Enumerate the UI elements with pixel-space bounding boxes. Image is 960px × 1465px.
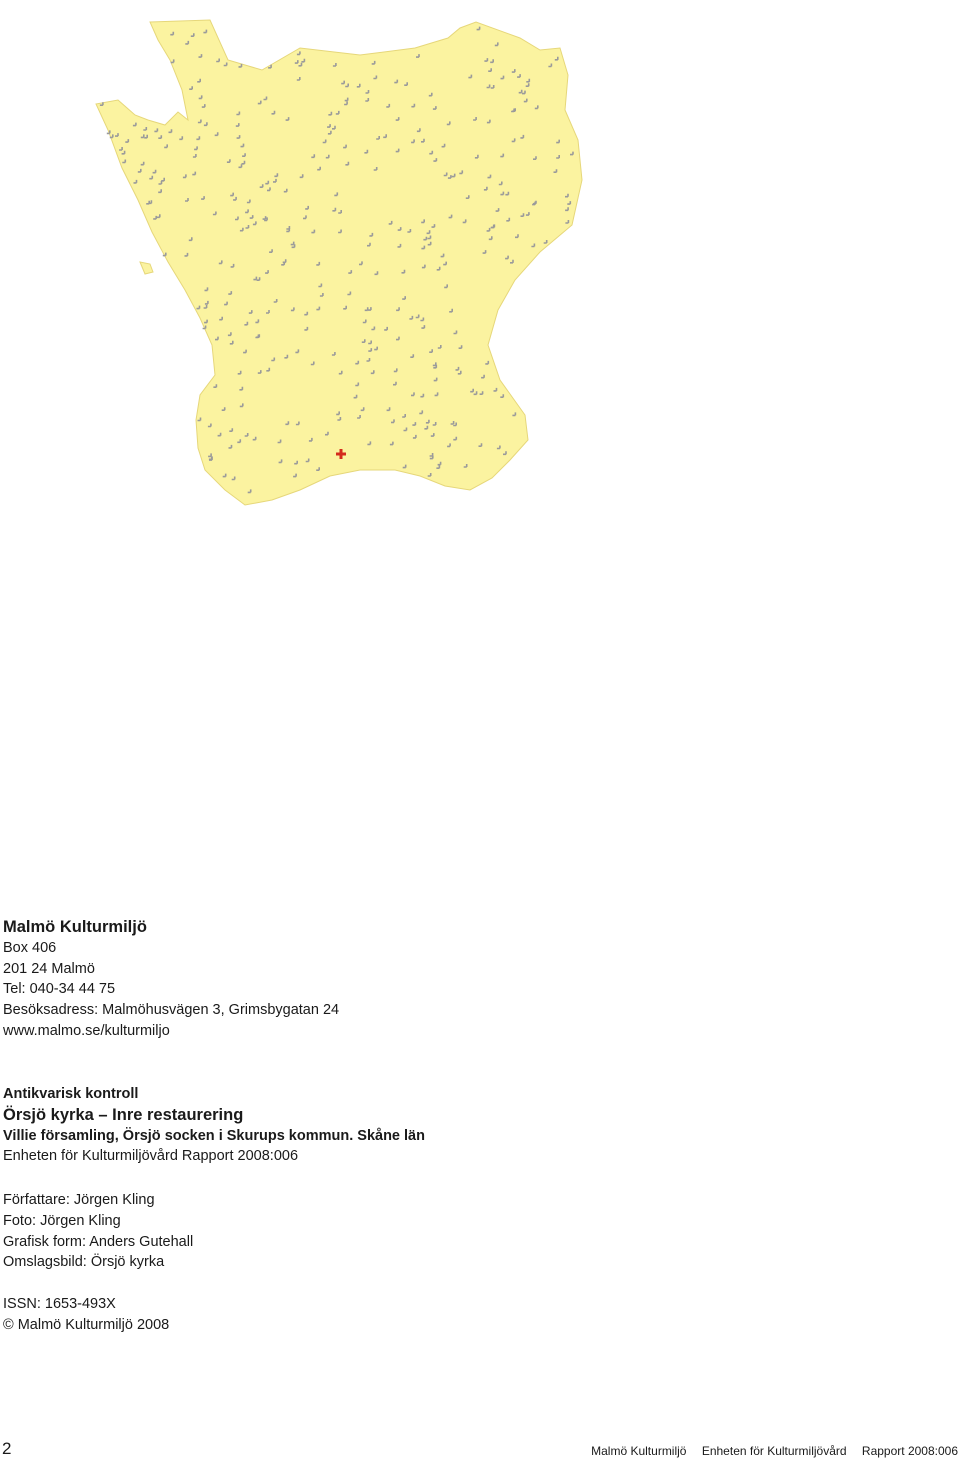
organisation-address-block (3, 917, 339, 1042)
footer-meta (579, 1444, 958, 1458)
credit-design: Grafisk form: Anders Gutehall (3, 1233, 194, 1250)
org-visit-address: Besöksadress: Malmöhusvägen 3, Grimsbygatan 24 (3, 1002, 340, 1019)
footer-unit: Enheten för Kulturmiljövård (701, 1444, 847, 1458)
org-box: Box 406 (3, 939, 57, 956)
report-info-block (3, 1084, 425, 1167)
credits-block (3, 1190, 193, 1273)
footer-report: Rapport 2008:006 (861, 1444, 958, 1458)
page-footer (0, 1439, 960, 1464)
report-label: Antikvarisk kontroll (3, 1086, 139, 1102)
org-name: Malmö Kulturmiljö (3, 918, 147, 936)
org-postal: 201 24 Malmö (3, 960, 95, 977)
org-phone: Tel: 040-34 44 75 (3, 981, 116, 998)
credit-photo: Foto: Jörgen Kling (3, 1212, 121, 1229)
footer-org: Malmö Kulturmiljö (591, 1444, 687, 1458)
issn: ISSN: 1653-493X (3, 1296, 116, 1312)
copyright: © Malmö Kulturmiljö 2008 (3, 1316, 170, 1333)
report-location: Villie församling, Örsjö socken i Skurups kommun. Skåne län (3, 1127, 425, 1144)
credit-cover: Omslagsbild: Örsjö kyrka (3, 1254, 165, 1271)
report-series: Enheten för Kulturmiljövård Rapport 2008:006 (3, 1148, 299, 1165)
small-island (140, 262, 153, 274)
org-website-link[interactable]: www.malmo.se/kulturmiljo (3, 1022, 170, 1039)
credit-author: Författare: Jörgen Kling (3, 1192, 155, 1208)
skane-landmass (96, 20, 582, 505)
issn-block (3, 1294, 169, 1336)
page-number: 2 (2, 1439, 12, 1458)
report-title: Örsjö kyrka – Inre restaurering (3, 1105, 244, 1124)
skane-map (0, 0, 700, 540)
